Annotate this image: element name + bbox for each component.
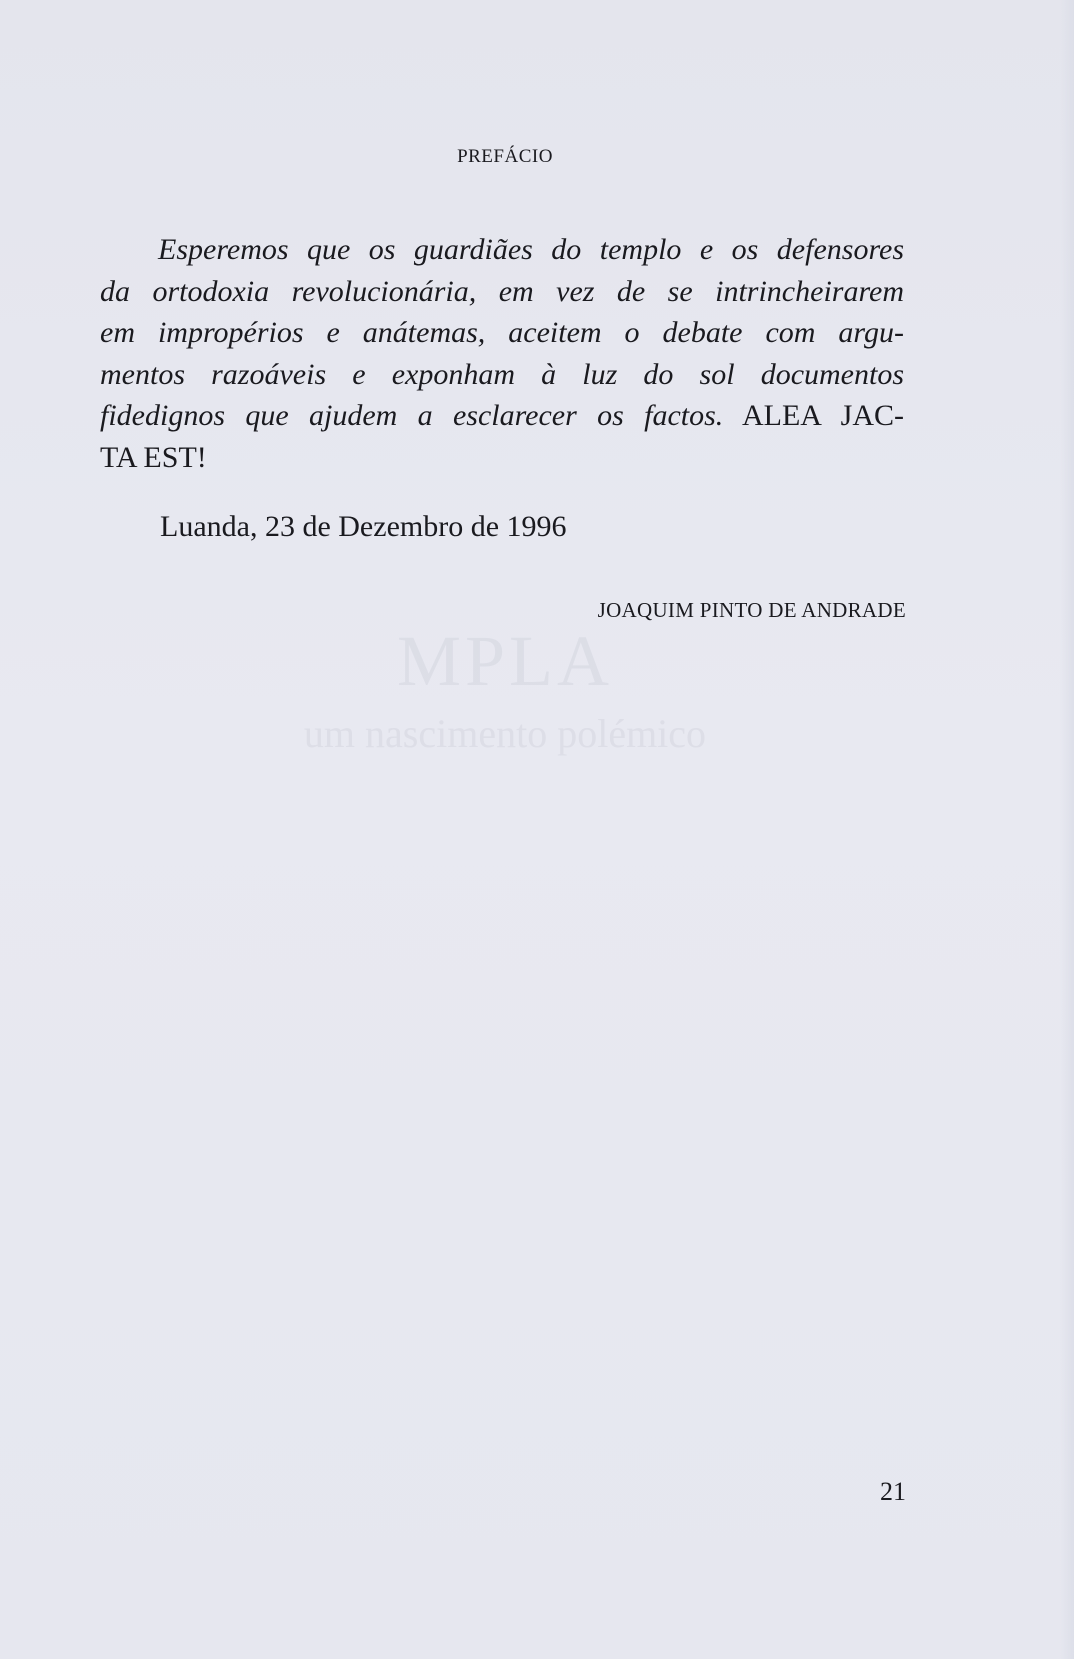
paragraph-line-5 bbox=[100, 395, 904, 437]
preface-paragraph bbox=[100, 229, 904, 478]
bleed-through-title: MPLA bbox=[396, 621, 614, 701]
paragraph-line-6: TA EST! bbox=[100, 440, 207, 474]
author-signature: JOAQUIM PINTO DE ANDRADE bbox=[597, 598, 906, 622]
paragraph-line-5-roman: ALEA JAC- bbox=[741, 399, 904, 432]
paragraph-line-3: em impropérios e anátemas, aceitem o debate com argu- bbox=[100, 316, 904, 349]
paragraph-line-1: Esperemos que os guardiães do templo e os defensores bbox=[158, 233, 904, 266]
page-number: 21 bbox=[880, 1477, 906, 1506]
dateline: Luanda, 23 de Dezembro de 1996 bbox=[160, 510, 567, 543]
paragraph-line-4: mentos razoáveis e exponham à luz do sol documentos bbox=[100, 357, 904, 391]
running-head: PREFÁCIO bbox=[457, 146, 553, 167]
paragraph-line-2: da ortodoxia revolucionária, em vez de se intrincheirarem bbox=[100, 274, 904, 308]
bleed-through-subtitle: um nascimento polémico bbox=[303, 711, 707, 756]
paragraph-line-5-italic: fidedignos que ajudem a esclarecer os factos. bbox=[100, 399, 724, 432]
